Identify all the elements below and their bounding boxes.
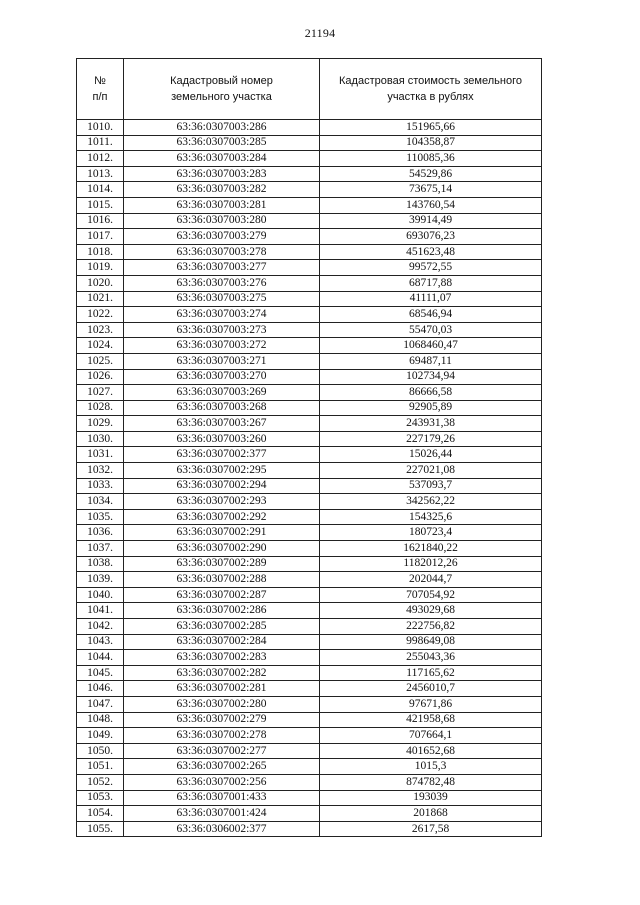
cadastral-number-cell: 63:36:0307002:283 xyxy=(124,650,320,666)
row-number-cell: 1049. xyxy=(77,728,124,744)
cadastral-value-cell: 202044,7 xyxy=(320,572,542,588)
cadastral-value-cell: 99572,55 xyxy=(320,260,542,276)
row-number-cell: 1034. xyxy=(77,494,124,510)
table-row xyxy=(77,743,542,759)
row-number-cell: 1048. xyxy=(77,712,124,728)
table-row xyxy=(77,447,542,463)
table-row xyxy=(77,463,542,479)
cadastral-value-cell: 421958,68 xyxy=(320,712,542,728)
cadastral-number-cell: 63:36:0307002:277 xyxy=(124,743,320,759)
row-number-cell: 1025. xyxy=(77,353,124,369)
table-row xyxy=(77,213,542,229)
cadastral-value-cell: 227021,08 xyxy=(320,463,542,479)
cadastral-number-cell: 63:36:0307003:286 xyxy=(124,120,320,136)
table-row xyxy=(77,556,542,572)
cadastral-number-cell: 63:36:0307003:268 xyxy=(124,400,320,416)
row-number-cell: 1014. xyxy=(77,182,124,198)
table-row xyxy=(77,603,542,619)
cadastral-value-cell: 69487,11 xyxy=(320,353,542,369)
cadastral-number-cell: 63:36:0307002:290 xyxy=(124,541,320,557)
row-number-cell: 1028. xyxy=(77,400,124,416)
cadastral-number-cell: 63:36:0307003:271 xyxy=(124,353,320,369)
row-number-cell: 1037. xyxy=(77,541,124,557)
cadastral-number-cell: 63:36:0307002:288 xyxy=(124,572,320,588)
table-row xyxy=(77,619,542,635)
header-row-number xyxy=(77,59,124,120)
row-number-cell: 1033. xyxy=(77,478,124,494)
row-number-cell: 1013. xyxy=(77,166,124,182)
row-number-cell: 1054. xyxy=(77,806,124,822)
cadastral-value-cell: 342562,22 xyxy=(320,494,542,510)
cadastral-number-cell: 63:36:0307002:287 xyxy=(124,587,320,603)
table-row xyxy=(77,696,542,712)
page-number: 21194 xyxy=(304,26,336,40)
row-number-cell: 1011. xyxy=(77,135,124,151)
cadastral-value-cell: 55470,03 xyxy=(320,322,542,338)
row-number-cell: 1021. xyxy=(77,291,124,307)
table-row xyxy=(77,541,542,557)
cadastral-value-cell: 1182012,26 xyxy=(320,556,542,572)
cadastral-number-cell: 63:36:0307002:265 xyxy=(124,759,320,775)
row-number-cell: 1015. xyxy=(77,197,124,213)
header-cadastral-number-line1: Кадастровый номер xyxy=(170,75,273,87)
cadastral-value-cell: 73675,14 xyxy=(320,182,542,198)
cadastral-number-cell: 63:36:0307003:269 xyxy=(124,385,320,401)
cadastral-number-cell: 63:36:0307003:277 xyxy=(124,260,320,276)
cadastral-value-cell: 110085,36 xyxy=(320,151,542,167)
cadastral-value-cell: 243931,38 xyxy=(320,416,542,432)
row-number-cell: 1041. xyxy=(77,603,124,619)
header-cadastral-value-line2: участка в рублях xyxy=(387,91,474,103)
cadastral-number-cell: 63:36:0307002:289 xyxy=(124,556,320,572)
row-number-cell: 1046. xyxy=(77,681,124,697)
cadastral-number-cell: 63:36:0307002:291 xyxy=(124,525,320,541)
row-number-cell: 1035. xyxy=(77,509,124,525)
table-body xyxy=(77,120,542,837)
table-row xyxy=(77,120,542,136)
table-row xyxy=(77,774,542,790)
table-row xyxy=(77,650,542,666)
table-row xyxy=(77,806,542,822)
row-number-cell: 1045. xyxy=(77,665,124,681)
row-number-cell: 1027. xyxy=(77,385,124,401)
cadastral-number-cell: 63:36:0307003:284 xyxy=(124,151,320,167)
cadastral-value-cell: 151965,66 xyxy=(320,120,542,136)
cadastral-number-cell: 63:36:0307003:279 xyxy=(124,229,320,245)
cadastral-value-cell: 998649,08 xyxy=(320,634,542,650)
row-number-cell: 1047. xyxy=(77,696,124,712)
cadastral-value-cell: 1015,3 xyxy=(320,759,542,775)
table-row xyxy=(77,385,542,401)
cadastral-value-cell: 92905,89 xyxy=(320,400,542,416)
row-number-cell: 1030. xyxy=(77,431,124,447)
cadastral-value-cell: 874782,48 xyxy=(320,774,542,790)
row-number-cell: 1017. xyxy=(77,229,124,245)
cadastral-number-cell: 63:36:0307003:276 xyxy=(124,275,320,291)
row-number-cell: 1042. xyxy=(77,619,124,635)
cadastral-number-cell: 63:36:0307002:294 xyxy=(124,478,320,494)
cadastral-number-cell: 63:36:0307003:273 xyxy=(124,322,320,338)
cadastral-value-cell: 68546,94 xyxy=(320,307,542,323)
row-number-cell: 1050. xyxy=(77,743,124,759)
cadastral-value-cell: 227179,26 xyxy=(320,431,542,447)
cadastral-value-cell: 41111,07 xyxy=(320,291,542,307)
table-header-row xyxy=(77,59,542,120)
cadastral-number-cell: 63:36:0307003:267 xyxy=(124,416,320,432)
cadastral-value-cell: 401652,68 xyxy=(320,743,542,759)
header-row-number-line2: п/п xyxy=(92,91,108,103)
row-number-cell: 1019. xyxy=(77,260,124,276)
cadastral-number-cell: 63:36:0307003:281 xyxy=(124,197,320,213)
cadastral-number-cell: 63:36:0306002:377 xyxy=(124,821,320,837)
table-row xyxy=(77,182,542,198)
table-row xyxy=(77,229,542,245)
table-row xyxy=(77,416,542,432)
cadastral-value-cell: 54529,86 xyxy=(320,166,542,182)
cadastral-value-cell: 222756,82 xyxy=(320,619,542,635)
row-number-cell: 1029. xyxy=(77,416,124,432)
table-row xyxy=(77,525,542,541)
table-row xyxy=(77,728,542,744)
cadastral-number-cell: 63:36:0307003:260 xyxy=(124,431,320,447)
cadastral-value-cell: 451623,48 xyxy=(320,244,542,260)
table-row xyxy=(77,166,542,182)
table-row xyxy=(77,587,542,603)
cadastral-value-cell: 86666,58 xyxy=(320,385,542,401)
cadastral-number-cell: 63:36:0307003:283 xyxy=(124,166,320,182)
cadastral-value-cell: 537093,7 xyxy=(320,478,542,494)
table-row xyxy=(77,400,542,416)
row-number-cell: 1055. xyxy=(77,821,124,837)
table-row xyxy=(77,307,542,323)
table-row xyxy=(77,665,542,681)
cadastral-number-cell: 63:36:0307003:275 xyxy=(124,291,320,307)
cadastral-value-cell: 493029,68 xyxy=(320,603,542,619)
row-number-cell: 1051. xyxy=(77,759,124,775)
header-cadastral-value xyxy=(320,59,542,120)
table-row xyxy=(77,197,542,213)
table-row xyxy=(77,478,542,494)
table-row xyxy=(77,369,542,385)
row-number-cell: 1053. xyxy=(77,790,124,806)
cadastral-value-cell: 201868 xyxy=(320,806,542,822)
row-number-cell: 1036. xyxy=(77,525,124,541)
cadastral-number-cell: 63:36:0307002:282 xyxy=(124,665,320,681)
row-number-cell: 1044. xyxy=(77,650,124,666)
cadastral-number-cell: 63:36:0307003:282 xyxy=(124,182,320,198)
table-row xyxy=(77,790,542,806)
row-number-cell: 1016. xyxy=(77,213,124,229)
row-number-cell: 1023. xyxy=(77,322,124,338)
table-row xyxy=(77,634,542,650)
cadastral-value-cell: 255043,36 xyxy=(320,650,542,666)
table-row xyxy=(77,712,542,728)
table-row xyxy=(77,431,542,447)
cadastral-number-cell: 63:36:0307002:286 xyxy=(124,603,320,619)
table-row xyxy=(77,353,542,369)
table-row xyxy=(77,509,542,525)
cadastral-value-cell: 102734,94 xyxy=(320,369,542,385)
row-number-cell: 1040. xyxy=(77,587,124,603)
cadastral-value-cell: 143760,54 xyxy=(320,197,542,213)
header-cadastral-value-line1: Кадастровая стоимость земельного xyxy=(339,75,522,87)
row-number-cell: 1038. xyxy=(77,556,124,572)
cadastral-number-cell: 63:36:0307002:292 xyxy=(124,509,320,525)
cadastral-value-cell: 707054,92 xyxy=(320,587,542,603)
table-row xyxy=(77,322,542,338)
table-row xyxy=(77,821,542,837)
cadastral-number-cell: 63:36:0307002:377 xyxy=(124,447,320,463)
cadastral-value-cell: 39914,49 xyxy=(320,213,542,229)
cadastral-value-cell: 193039 xyxy=(320,790,542,806)
cadastral-value-cell: 2617,58 xyxy=(320,821,542,837)
cadastral-value-cell: 707664,1 xyxy=(320,728,542,744)
header-cadastral-number xyxy=(124,59,320,120)
table-row xyxy=(77,494,542,510)
row-number-cell: 1022. xyxy=(77,307,124,323)
cadastral-number-cell: 63:36:0307003:280 xyxy=(124,213,320,229)
cadastral-value-cell: 180723,4 xyxy=(320,525,542,541)
cadastral-number-cell: 63:36:0307002:279 xyxy=(124,712,320,728)
header-row-number-line1: № xyxy=(94,75,106,87)
cadastral-number-cell: 63:36:0307003:278 xyxy=(124,244,320,260)
row-number-cell: 1012. xyxy=(77,151,124,167)
cadastral-value-cell: 154325,6 xyxy=(320,509,542,525)
cadastral-number-cell: 63:36:0307002:278 xyxy=(124,728,320,744)
table-row xyxy=(77,338,542,354)
cadastral-number-cell: 63:36:0307001:424 xyxy=(124,806,320,822)
cadastral-value-cell: 68717,88 xyxy=(320,275,542,291)
cadastral-value-cell: 693076,23 xyxy=(320,229,542,245)
table-row xyxy=(77,275,542,291)
table-row xyxy=(77,681,542,697)
land-cadastral-value-table xyxy=(76,58,542,837)
cadastral-number-cell: 63:36:0307003:270 xyxy=(124,369,320,385)
row-number-cell: 1043. xyxy=(77,634,124,650)
header-cadastral-number-line2: земельного участка xyxy=(171,91,272,103)
cadastral-number-cell: 63:36:0307002:281 xyxy=(124,681,320,697)
table-row xyxy=(77,759,542,775)
table-row xyxy=(77,135,542,151)
row-number-cell: 1010. xyxy=(77,120,124,136)
cadastral-value-cell: 104358,87 xyxy=(320,135,542,151)
cadastral-number-cell: 63:36:0307002:284 xyxy=(124,634,320,650)
cadastral-value-cell: 15026,44 xyxy=(320,447,542,463)
row-number-cell: 1018. xyxy=(77,244,124,260)
cadastral-value-cell: 1621840,22 xyxy=(320,541,542,557)
cadastral-number-cell: 63:36:0307002:256 xyxy=(124,774,320,790)
cadastral-number-cell: 63:36:0307003:272 xyxy=(124,338,320,354)
cadastral-value-cell: 117165,62 xyxy=(320,665,542,681)
cadastral-number-cell: 63:36:0307002:295 xyxy=(124,463,320,479)
cadastral-value-cell: 97671,86 xyxy=(320,696,542,712)
row-number-cell: 1024. xyxy=(77,338,124,354)
table-row xyxy=(77,151,542,167)
row-number-cell: 1052. xyxy=(77,774,124,790)
row-number-cell: 1020. xyxy=(77,275,124,291)
cadastral-number-cell: 63:36:0307003:285 xyxy=(124,135,320,151)
table-row xyxy=(77,260,542,276)
table-row xyxy=(77,291,542,307)
cadastral-number-cell: 63:36:0307002:293 xyxy=(124,494,320,510)
table-row xyxy=(77,572,542,588)
cadastral-number-cell: 63:36:0307001:433 xyxy=(124,790,320,806)
row-number-cell: 1026. xyxy=(77,369,124,385)
cadastral-number-cell: 63:36:0307003:274 xyxy=(124,307,320,323)
row-number-cell: 1031. xyxy=(77,447,124,463)
cadastral-value-cell: 2456010,7 xyxy=(320,681,542,697)
cadastral-value-cell: 1068460,47 xyxy=(320,338,542,354)
table-row xyxy=(77,244,542,260)
cadastral-number-cell: 63:36:0307002:285 xyxy=(124,619,320,635)
cadastral-number-cell: 63:36:0307002:280 xyxy=(124,696,320,712)
row-number-cell: 1032. xyxy=(77,463,124,479)
row-number-cell: 1039. xyxy=(77,572,124,588)
